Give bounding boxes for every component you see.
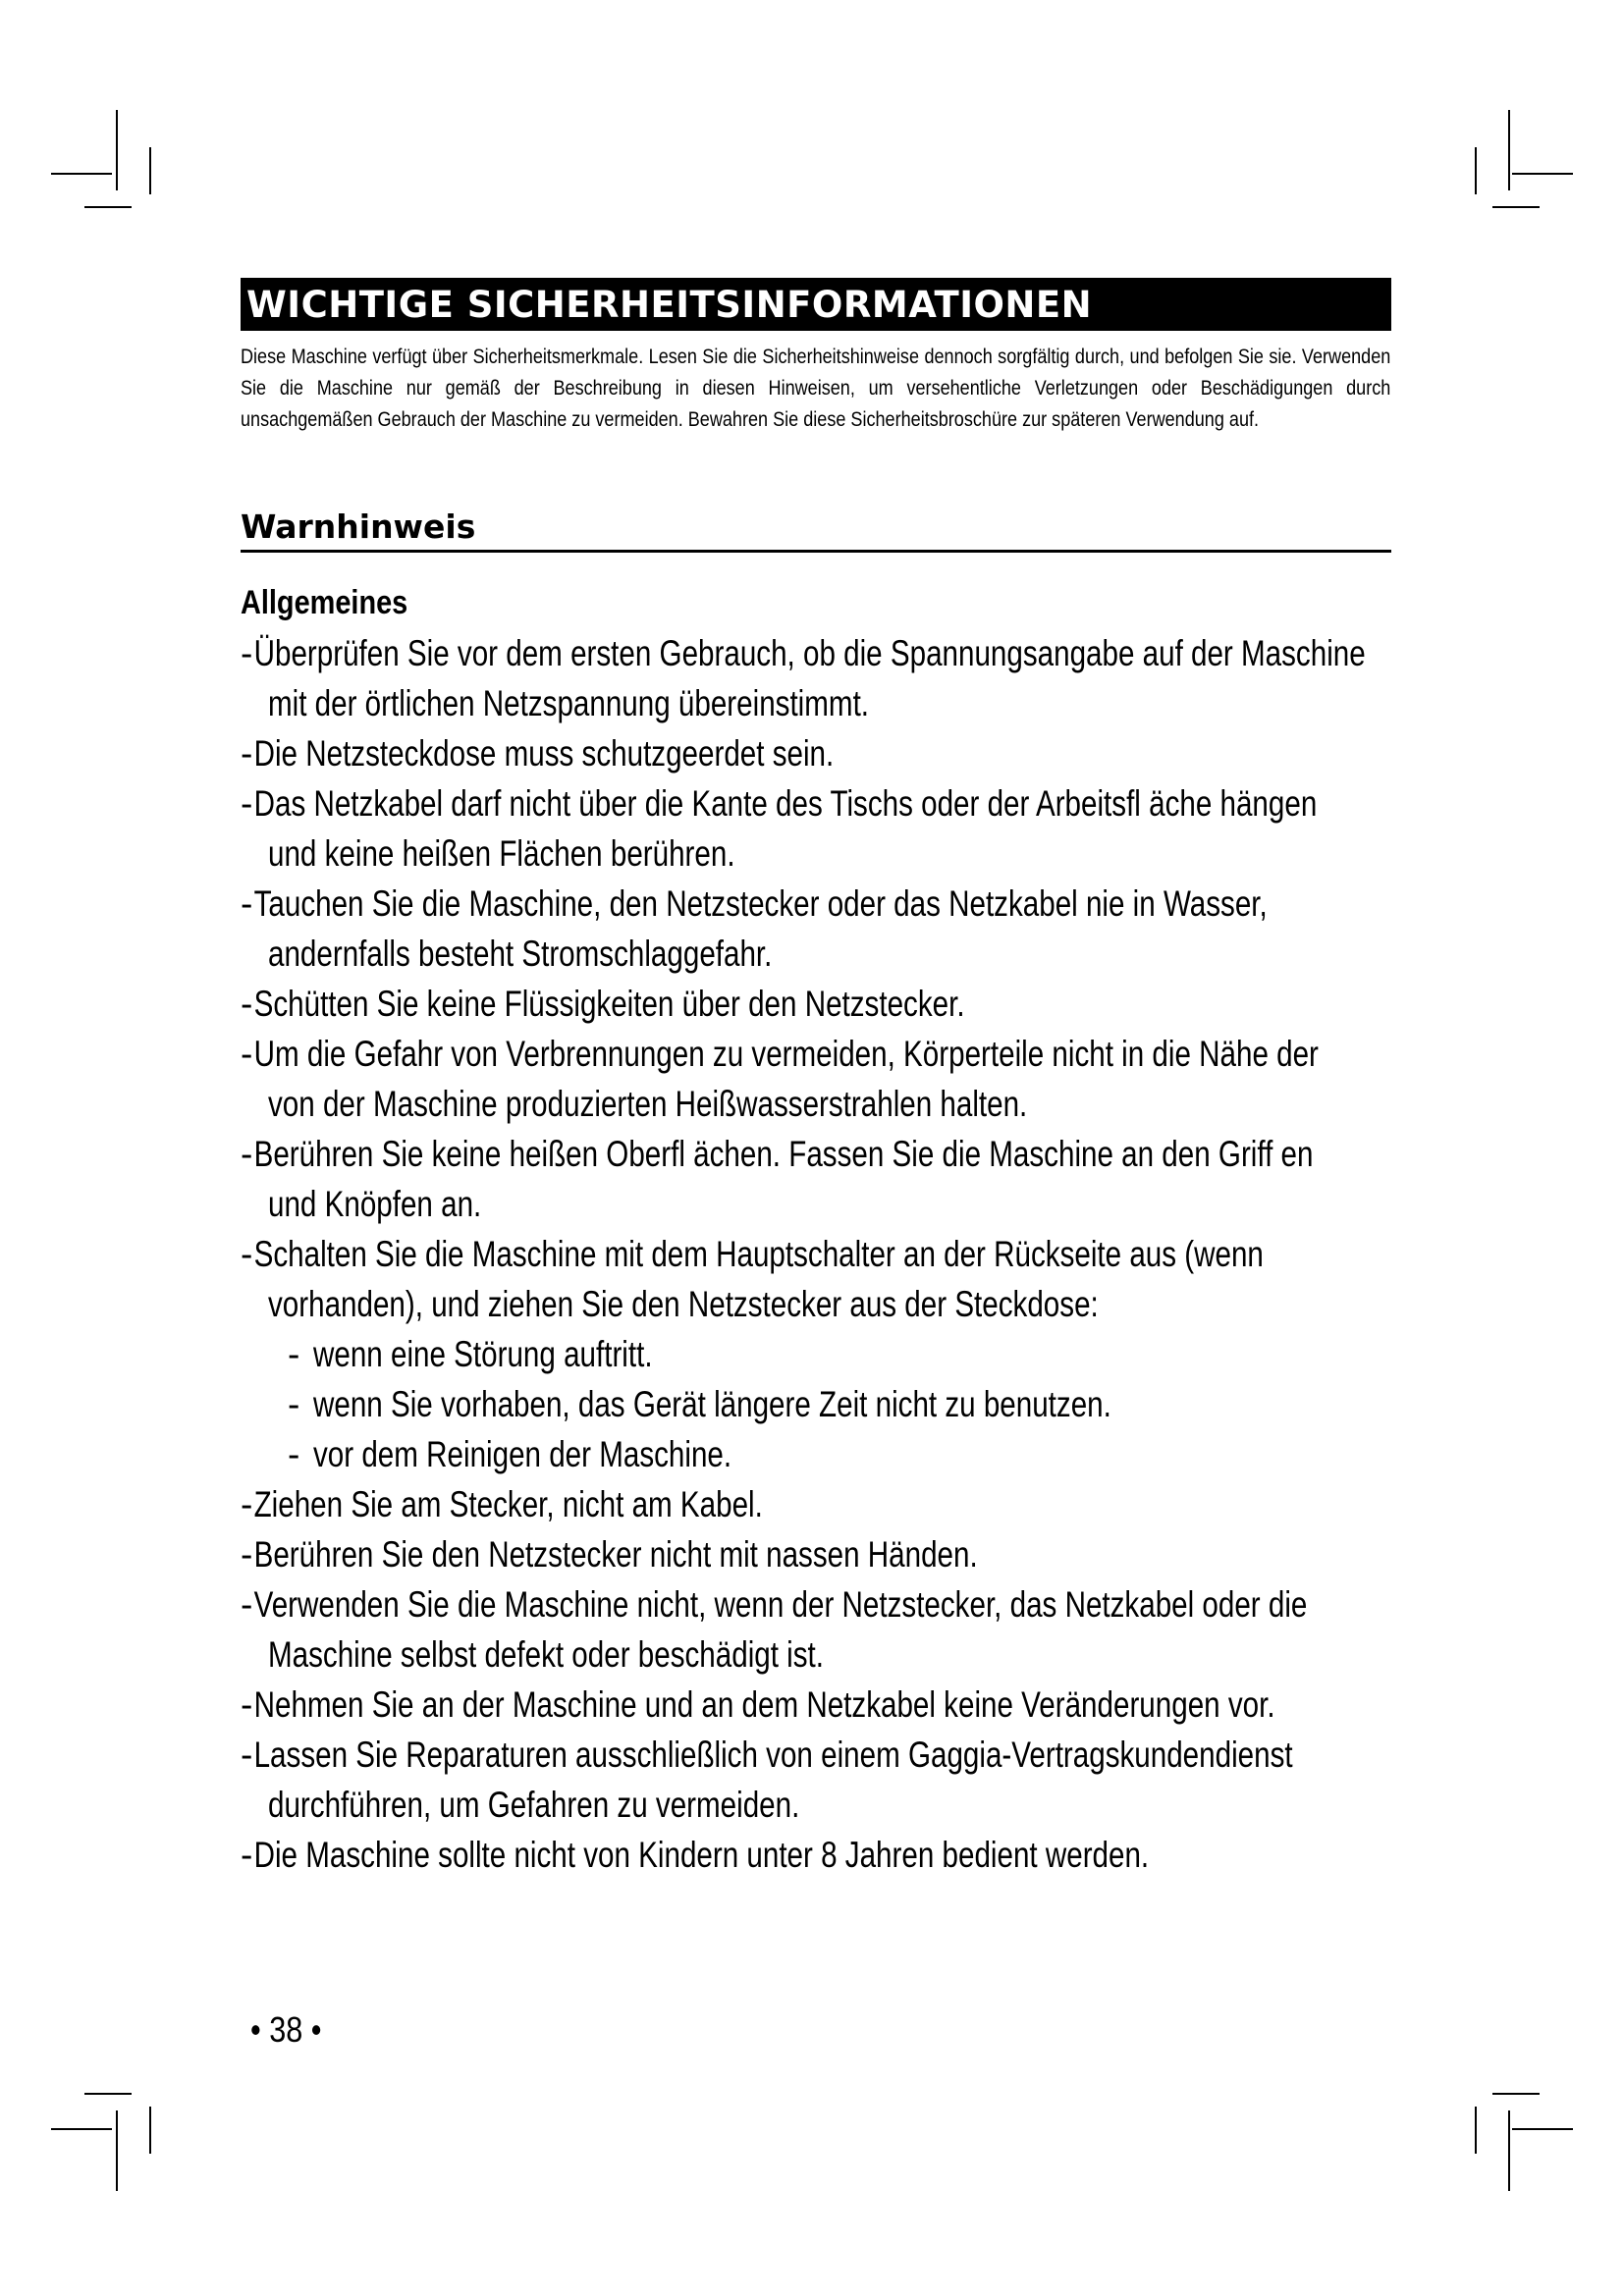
crop-mark xyxy=(116,2110,118,2191)
crop-mark xyxy=(149,147,151,194)
list-item-text: Nehmen Sie an der Maschine und an dem Netzkabel keine Veränderungen vor. xyxy=(253,1684,1275,1725)
list-item xyxy=(241,1529,1391,1579)
list-item xyxy=(241,1129,1391,1229)
list-item xyxy=(241,1479,1391,1529)
list-item-text: wenn Sie vorhaben, das Gerät längere Zeit nicht zu benutzen. xyxy=(313,1384,1111,1424)
list-item-text: Tauchen Sie die Maschine, den Netzstecker oder das Netzkabel nie in Wasser, andernfalls besteht Stromschlaggefahr. xyxy=(253,883,1268,974)
list-dash: - xyxy=(241,883,253,924)
list-dash: - xyxy=(241,1684,253,1725)
list-dash: - xyxy=(288,1434,300,1474)
sub-list-item xyxy=(241,1379,1391,1429)
list-item xyxy=(241,778,1391,879)
list-item xyxy=(241,728,1391,778)
crop-mark xyxy=(1492,206,1540,208)
crop-mark xyxy=(149,2107,151,2154)
crop-mark xyxy=(84,2093,132,2095)
page-title xyxy=(241,278,1391,331)
warning-list xyxy=(241,628,1391,1880)
list-item xyxy=(241,1229,1391,1329)
list-item xyxy=(241,979,1391,1029)
list-item-text: Berühren Sie keine heißen Oberfl ächen. Fassen Sie die Maschine an den Griff en und Knöpfen an. xyxy=(253,1134,1314,1224)
crop-mark xyxy=(51,2128,112,2130)
page-number: • 38 • xyxy=(250,2009,322,2050)
list-dash: - xyxy=(241,733,253,774)
list-dash: - xyxy=(241,1234,253,1274)
list-dash: - xyxy=(241,1584,253,1625)
list-dash: - xyxy=(241,1735,253,1775)
sub-list-item xyxy=(241,1329,1391,1379)
list-item-text: Ziehen Sie am Stecker, nicht am Kabel. xyxy=(253,1484,763,1524)
list-dash: - xyxy=(288,1384,300,1424)
list-item xyxy=(241,1029,1391,1129)
crop-mark xyxy=(1512,173,1573,175)
list-item-text: Berühren Sie den Netzstecker nicht mit nassen Händen. xyxy=(253,1534,978,1575)
list-dash: - xyxy=(288,1334,300,1374)
crop-mark xyxy=(1508,110,1510,190)
page-title-text: WICHTIGE SICHERHEITSINFORMATIONEN xyxy=(246,283,1093,326)
list-item-text: Um die Gefahr von Verbrennungen zu vermeiden, Körperteile nicht in die Nähe der von der Maschine produzierten Heißwasserstrahlen halten. xyxy=(253,1034,1319,1124)
list-item-text: Das Netzkabel darf nicht über die Kante des Tischs oder der Arbeitsfl äche hängen und keine heißen Flächen berühren. xyxy=(253,783,1318,874)
list-dash: - xyxy=(241,1134,253,1174)
list-item xyxy=(241,1579,1391,1680)
list-item-text: vor dem Reinigen der Maschine. xyxy=(313,1434,732,1474)
intro-paragraph: Diese Maschine verfügt über Sicherheitsmerkmale. Lesen Sie die Sicherheitshinweise dennoch sorgfältig durch, und befolgen Sie sie. Verwenden Sie die Maschine nur gemäß der Beschreibung in diesen Hinweisen, um versehentliche Verletzungen oder Beschädigungen durch unsachgemäßen Gebrauch der Maschine zu vermeiden. Bewahren Sie diese Sicherheitsbroschüre zur späteren Verwendung auf. xyxy=(241,346,1391,431)
list-dash: - xyxy=(241,1034,253,1074)
list-dash: - xyxy=(241,783,253,824)
list-dash: - xyxy=(241,1484,253,1524)
list-dash: - xyxy=(241,1835,253,1875)
list-item-text: Schalten Sie die Maschine mit dem Hauptschalter an der Rückseite aus (wenn vorhanden), und ziehen Sie den Netzstecker aus der Steckdose: xyxy=(253,1234,1264,1324)
general-subheading: Allgemeines xyxy=(241,584,408,621)
list-item xyxy=(241,1830,1391,1880)
crop-mark xyxy=(1512,2128,1573,2130)
sub-list-item xyxy=(241,1429,1391,1479)
list-item xyxy=(241,628,1391,728)
crop-mark xyxy=(51,173,112,175)
list-dash: - xyxy=(241,633,253,673)
list-item-text: Die Maschine sollte nicht von Kindern unter 8 Jahren bedient werden. xyxy=(253,1835,1150,1875)
list-item-text: wenn eine Störung auftritt. xyxy=(313,1334,653,1374)
crop-mark xyxy=(84,206,132,208)
warning-heading: Warnhinweis xyxy=(241,504,1391,553)
list-dash: - xyxy=(241,1534,253,1575)
crop-mark xyxy=(116,110,118,190)
list-item-text: Lassen Sie Reparaturen ausschließlich von einem Gaggia-Vertragskundendienst durchführen, um Gefahren zu vermeiden. xyxy=(253,1735,1293,1825)
list-item-text: Schütten Sie keine Flüssigkeiten über den Netzstecker. xyxy=(253,984,965,1024)
crop-mark xyxy=(1475,147,1477,194)
list-item xyxy=(241,1730,1391,1830)
list-item-text: Überprüfen Sie vor dem ersten Gebrauch, ob die Spannungsangabe auf der Maschine mit der örtlichen Netzspannung übereinstimmt. xyxy=(253,633,1366,723)
list-item xyxy=(241,879,1391,979)
crop-mark xyxy=(1508,2110,1510,2191)
crop-mark xyxy=(1475,2107,1477,2154)
list-item-text: Die Netzsteckdose muss schutzgeerdet sein. xyxy=(253,733,835,774)
list-item xyxy=(241,1680,1391,1730)
list-item-text: Verwenden Sie die Maschine nicht, wenn der Netzstecker, das Netzkabel oder die Maschine selbst defekt oder beschädigt ist. xyxy=(253,1584,1308,1675)
list-dash: - xyxy=(241,984,253,1024)
crop-mark xyxy=(1492,2093,1540,2095)
